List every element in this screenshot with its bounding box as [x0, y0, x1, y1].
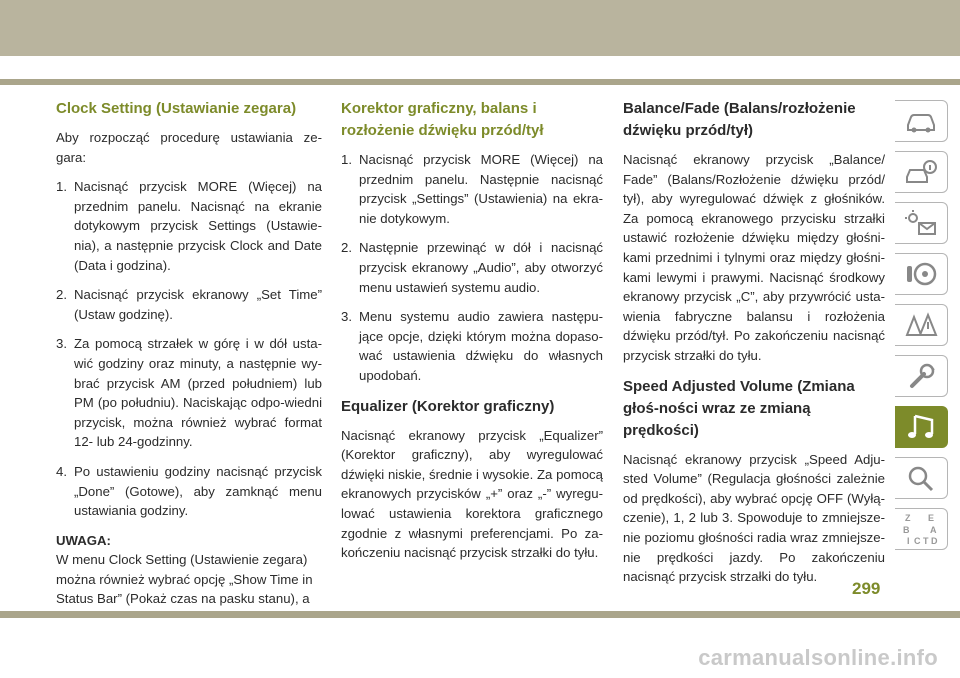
wrench-icon: [904, 362, 938, 390]
tab-warning-lights[interactable]: [895, 202, 948, 244]
note-title: UWAGA:: [56, 532, 111, 548]
tab-search[interactable]: [895, 457, 948, 499]
step-text: Nacisnąć przycisk MORE (Więcej) na przednim panelu. Następnie nacisnąć przycisk „Settings” (Ustawienia) na ekra-nie dotykowym.: [359, 152, 603, 226]
info-car-icon: [904, 159, 938, 185]
heading-equalizer: Equalizer (Korektor graficzny): [341, 397, 555, 415]
step-text: Po ustawieniu godziny nacisnąć przycisk „Done” (Gotowe), aby zamknąć menu ustawiania godziny.: [74, 463, 322, 519]
note-text: W menu Clock Setting (Ustawienie zegara) można również wybrać opcję „Show Time in Status Bar” (Pokaż czas na pasku stanu), a: [56, 552, 313, 607]
step-text: Następnie przewinąć w dół i nacisnąć przycisk ekranowy „Audio”, aby otworzyć menu ustawień systemu audio.: [359, 240, 603, 295]
step-text: Menu systemu audio zawiera następu-jące opcje, dzięki którym można dopaso-wać ustawienia dźwięku do własnych upodobań.: [359, 309, 603, 383]
heading-equalizer-balance: Korektor graficzny, balans i rozłożenie dźwięku przód/tył: [341, 100, 544, 139]
tab-car[interactable]: [895, 100, 948, 142]
index-letter: A: [930, 525, 937, 535]
music-note-icon: [904, 412, 938, 442]
bottom-stripe: [0, 611, 960, 618]
index-letter: C: [914, 536, 921, 546]
tab-alphabet-index[interactable]: [895, 508, 948, 550]
step-text: Nacisnąć przycisk MORE (Więcej) na przednim panelu. Nacisnąć na ekranie dotykowym przycisk Settings (Ustawie-nia), a następnie przycisk Clock and Date (Data i godzina).: [74, 179, 322, 273]
tab-road-hazard[interactable]: [895, 304, 948, 346]
alphabet-index-icon: [901, 510, 941, 548]
top-stripe: [0, 79, 960, 85]
step-number: 1.: [56, 179, 67, 195]
step-number: 3.: [56, 336, 67, 352]
list-item: [56, 462, 322, 521]
column-balance-fade: [623, 98, 885, 597]
steering-wheel-icon: [904, 260, 938, 288]
step-number: 4.: [56, 463, 67, 479]
warning-lights-icon: [904, 209, 938, 237]
balance-fade-text: Nacisnąć ekranowy przycisk „Balance/ Fade” (Balans/Rozłożenie dźwięku przód/ tył), aby wyregulować dźwięk z głośników. Za pomocą ekranowego przycisku strzałki ustawić rozłożenie dźwięku między głośni-kami przednimi i tylnymi oraz między głośni-kami lewymi i prawymi. Nacisnąć środkowy ekranowy przycisk „C”, aby przywrócić usta-wienia fabryczne balansu i rozłożenia dźwięku przód/tył. Po zakończeniu nacisnąć przycisk strzałki do tyłu.: [623, 152, 885, 363]
column-equalizer: [341, 98, 603, 573]
step-text: Nacisnąć przycisk ekranowy „Set Time” (Ustaw godzinę).: [74, 287, 322, 322]
tab-info-car[interactable]: [895, 151, 948, 193]
audio-steps-list: [341, 150, 603, 386]
clock-steps-list: [56, 177, 322, 521]
step-number: 2.: [56, 287, 67, 303]
index-letter: I: [907, 536, 910, 546]
speed-adjusted-volume-text: Nacisnąć ekranowy przycisk „Speed Adju-sted Volume” (Regulacja głośności zależnie od prędkości), aby wybrać opcję OFF (Wyłą-czenie), 1, 2 lub 3. Spowoduje to zmniejsze-nie poziomu głośności radia wraz zmniejsze-nie prędkości jazdy. Po zakończeniu nacisnąć przycisk strzałki do tyłu.: [623, 451, 885, 585]
step-number: 1.: [341, 152, 352, 167]
list-item: [56, 334, 322, 452]
heading-speed-adjusted-volume: Speed Adjusted Volume (Zmiana głoś-ności wraz ze zmianą prędkości): [623, 377, 855, 439]
watermark: carmanualsonline.info: [698, 645, 938, 670]
index-letter: Z: [905, 513, 911, 523]
search-icon: [904, 464, 938, 492]
index-letter: E: [928, 513, 935, 523]
step-number: 3.: [341, 309, 352, 325]
equalizer-text: Nacisnąć ekranowy przycisk „Equalizer” (Korektor graficzny), aby wyregulować dźwięki niskie, średnie i wysokie. Za pomocą ekranowych przycisków „+” oraz „-” wyregu-lować ustawienia korektora graficznego zgodnie z własnymi preferencjami. Po za-kończeniu nacisnąć przycisk strzałki do tyłu.: [341, 427, 603, 561]
step-text: Za pomocą strzałek w górę i w dół usta-wić godziny oraz minuty, a następnie wy-brać przycisk AM (przed południem) lub PM (po południu). Naciskając odpo-wiedni przycisk, można również wybrać format 12- lub 24-godzinny.: [74, 336, 322, 450]
list-item: [341, 307, 603, 385]
heading-balance-fade: Balance/Fade (Balans/rozłożenie dźwięku przód/tył): [623, 100, 856, 139]
step-number: 2.: [341, 240, 352, 256]
tab-multimedia[interactable]: [895, 406, 948, 448]
chapter-sidebar: [895, 100, 949, 559]
list-item: [341, 150, 603, 228]
list-item: [341, 238, 603, 297]
page-number: 299: [852, 579, 881, 598]
index-letter: T: [923, 536, 929, 546]
heading-clock-setting: Clock Setting (Ustawianie zegara): [56, 100, 297, 117]
intro-text: Aby rozpocząć procedurę ustawiania ze-gara:: [56, 130, 322, 165]
road-hazard-icon: [904, 311, 938, 339]
tab-wrench[interactable]: [895, 355, 948, 397]
list-item: [56, 177, 322, 275]
column-clock-setting: [56, 98, 322, 658]
index-letter: D: [931, 536, 938, 546]
list-item: [56, 285, 322, 324]
tab-steering-wheel[interactable]: [895, 253, 948, 295]
car-icon: [904, 108, 938, 134]
index-letter: B: [903, 525, 910, 535]
top-band: [0, 0, 960, 56]
